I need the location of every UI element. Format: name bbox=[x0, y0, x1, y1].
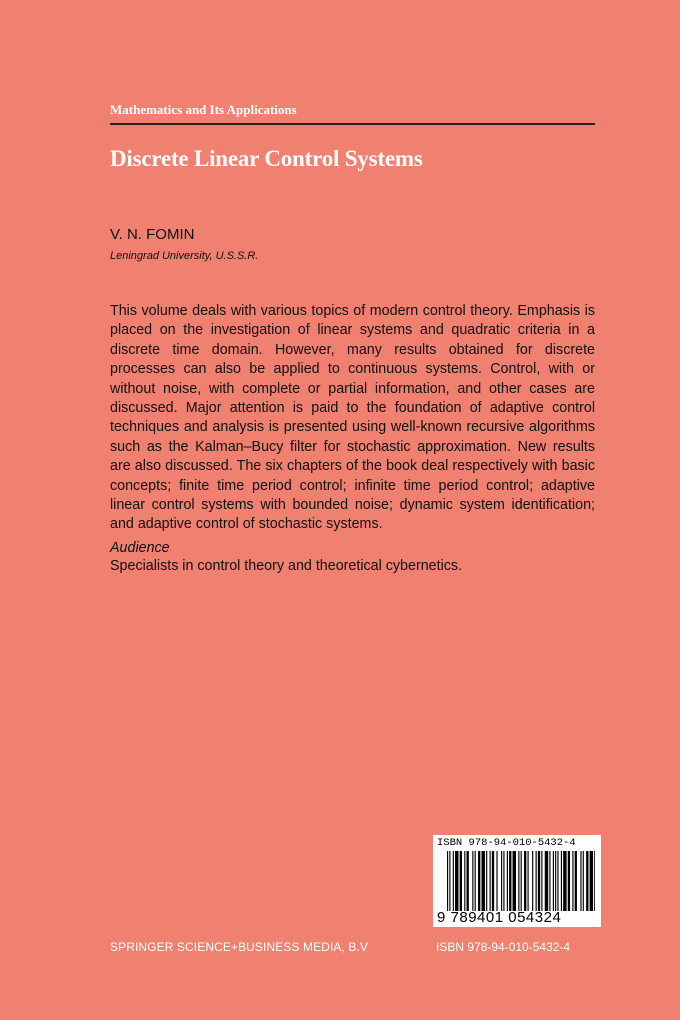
barcode-bar bbox=[594, 851, 595, 911]
barcode-bar bbox=[486, 851, 487, 911]
barcode-bar bbox=[509, 851, 511, 911]
barcode-bar bbox=[453, 851, 454, 911]
audience-text: Specialists in control theory and theoretical cybernetics. bbox=[110, 558, 463, 574]
barcode-bar bbox=[482, 851, 485, 911]
barcode-bar bbox=[541, 851, 542, 911]
barcode-bar bbox=[590, 851, 593, 911]
series-divider bbox=[110, 123, 595, 125]
isbn-number: ISBN 978-94-010-5432-4 bbox=[436, 940, 571, 954]
barcode-bar bbox=[586, 851, 588, 911]
barcode-bar bbox=[472, 851, 473, 911]
barcode-bar bbox=[580, 851, 581, 911]
barcode-bar bbox=[478, 851, 480, 911]
barcode-isbn-label: ISBN 978-94-010-5432-4 bbox=[437, 837, 576, 849]
author-name: V. N. FOMIN bbox=[110, 226, 195, 243]
barcode-bar bbox=[513, 851, 516, 911]
barcode-bar bbox=[518, 851, 519, 911]
series-name: Mathematics and Its Applications bbox=[110, 102, 297, 117]
barcode-bar bbox=[549, 851, 550, 911]
barcode-bar bbox=[572, 851, 573, 911]
barcode-bar bbox=[464, 851, 465, 911]
barcode-bar bbox=[563, 851, 566, 911]
barcode-bar bbox=[524, 851, 526, 911]
barcode-bar bbox=[583, 851, 584, 911]
book-title: Discrete Linear Control Systems bbox=[110, 146, 423, 171]
barcode-bar bbox=[501, 851, 502, 911]
barcode-bar bbox=[447, 851, 448, 911]
barcode-bar bbox=[449, 851, 450, 911]
audience-heading: Audience bbox=[110, 540, 170, 556]
barcode-bar bbox=[496, 851, 497, 911]
barcode-bar bbox=[467, 851, 469, 911]
barcode-bar bbox=[455, 851, 458, 911]
author-affiliation: Leningrad University, U.S.S.R. bbox=[110, 250, 259, 262]
barcode-bar bbox=[490, 851, 491, 911]
barcode-bar bbox=[557, 851, 558, 911]
barcode-bar bbox=[555, 851, 556, 911]
barcode-bar bbox=[545, 851, 548, 911]
barcode bbox=[433, 835, 601, 927]
barcode-bar bbox=[561, 851, 562, 911]
barcode-bar bbox=[460, 851, 462, 911]
barcode-digits: 9 789401 054324 bbox=[437, 909, 562, 926]
barcode-bar bbox=[507, 851, 508, 911]
barcode-bar bbox=[538, 851, 540, 911]
publisher-name: SPRINGER SCIENCE+BUSINESS MEDIA, B.V bbox=[110, 940, 368, 954]
barcode-bar bbox=[553, 851, 554, 911]
barcode-bar bbox=[492, 851, 494, 911]
barcode-bar bbox=[503, 851, 504, 911]
barcode-bar bbox=[528, 851, 529, 911]
barcode-bar bbox=[532, 851, 533, 911]
barcode-bar bbox=[568, 851, 570, 911]
barcode-bar bbox=[536, 851, 537, 911]
book-description: This volume deals with various topics of modern control theory. Emphasis is placed on the investigation of linear systems and quadratic criteria in a discrete time domain. However, many results obtained for discrete processes can also be applied to continuous systems. Control, with or without noise, with complete or partial information, and other cases are discussed. Major attention is paid to the foundation of adaptive control techniques and analysis is presented using well-known recursive algorithms such as the Kalman–Bucy filter for stochastic approximation. New results are also discussed. The six chapters of the book deal respectively with basic concepts; finite time period control; infinite time period control; adaptive linear control systems with bounded noise; dynamic system identification; and adaptive control of stochastic systems. bbox=[110, 303, 595, 533]
barcode-bar bbox=[521, 851, 522, 911]
barcode-bar bbox=[475, 851, 476, 911]
barcode-bars bbox=[447, 851, 595, 911]
barcode-bar bbox=[575, 851, 577, 911]
